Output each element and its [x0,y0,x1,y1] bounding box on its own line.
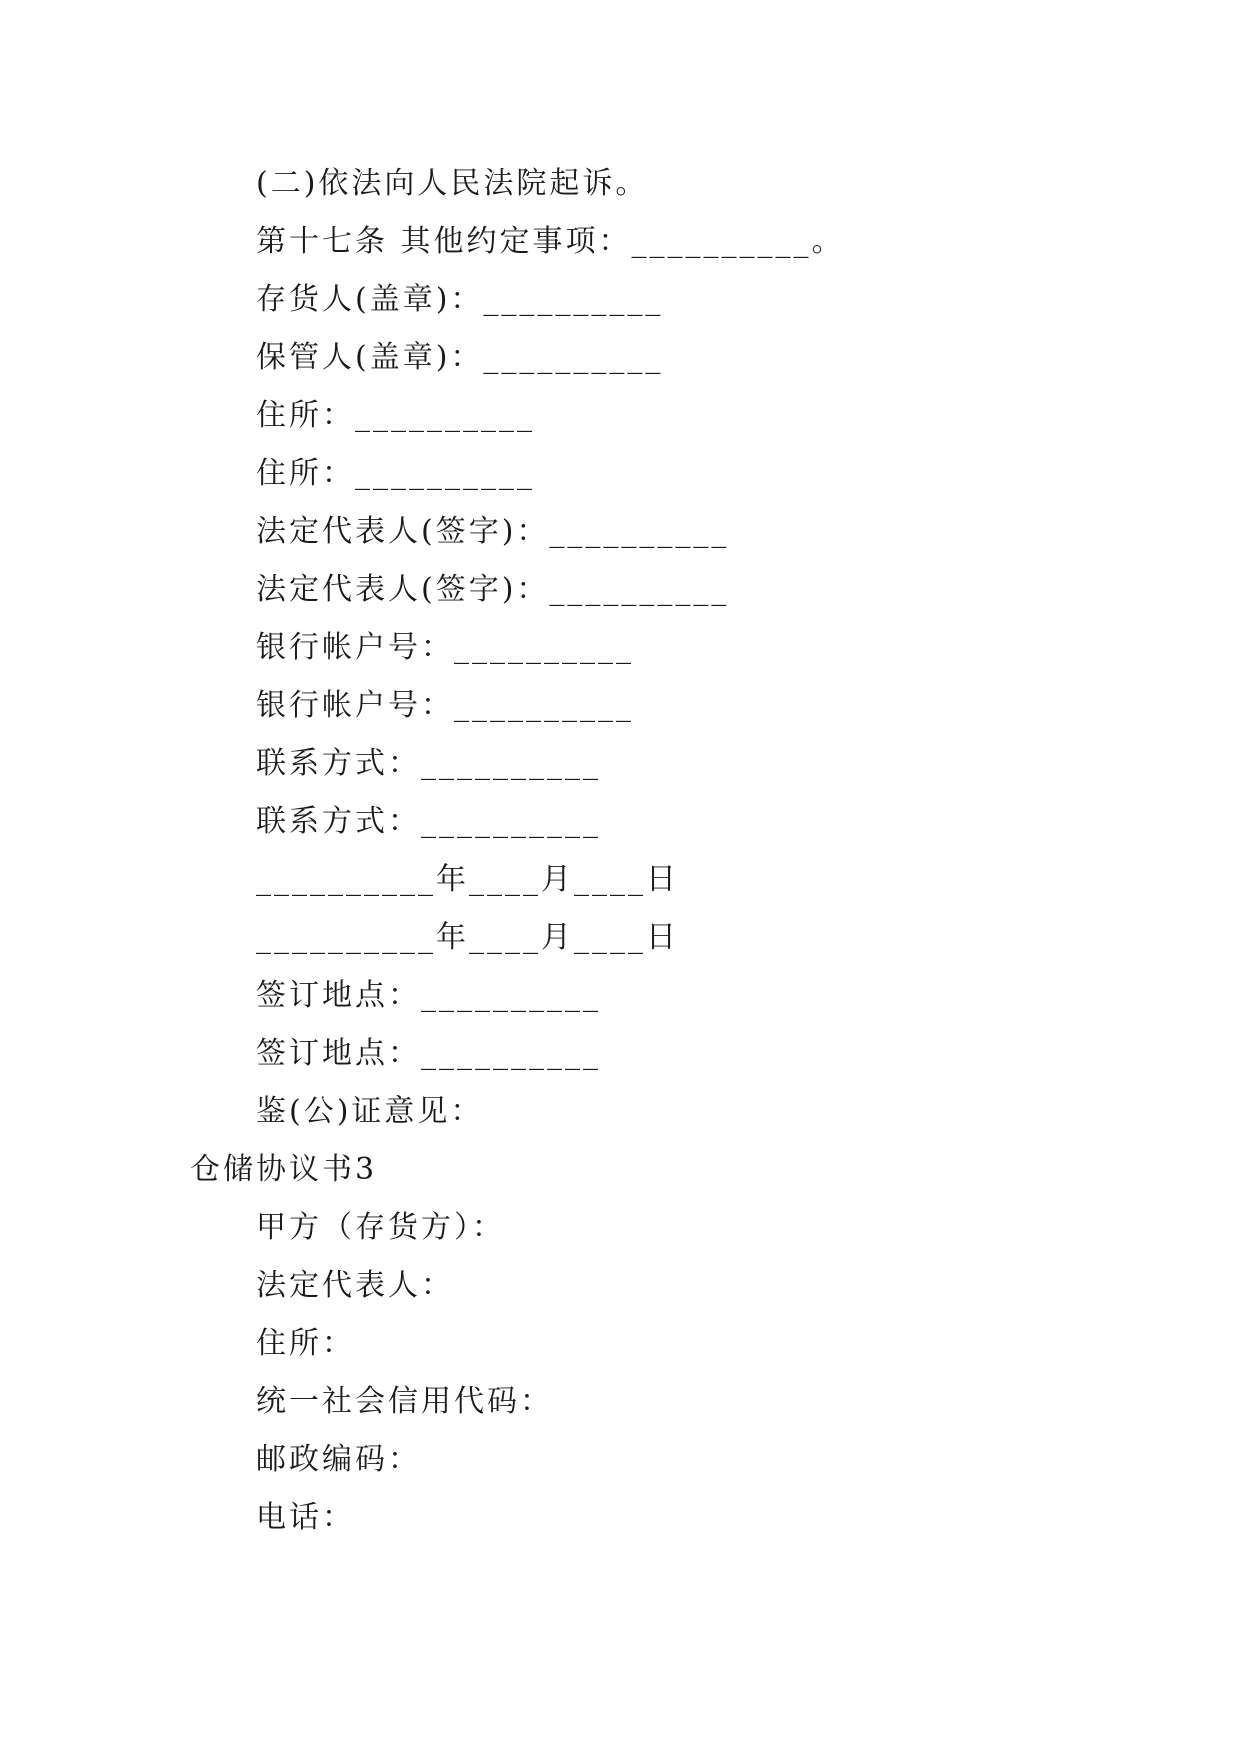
contact-field: 联系方式：__________ [256,804,601,839]
party-a-field: 甲方（存货方）： [256,1210,505,1245]
signing-place-field: 签订地点：__________ [256,978,601,1013]
bank-account-field: 银行帐户号：__________ [256,630,634,665]
signature-field: 存货人(盖章)：__________ [256,282,664,317]
notary-opinion-field: 鉴(公)证意见： [256,1094,484,1129]
phone-field: 电话： [256,1500,355,1535]
date-field: __________年____月____日 [256,920,679,955]
postal-code-field: 邮政编码： [256,1442,421,1477]
representative-field: 法定代表人(签字)：__________ [256,572,730,607]
date-field: __________年____月____日 [256,862,679,897]
section-title: 仓储协议书3 [190,1152,378,1187]
representative-field: 法定代表人(签字)：__________ [256,514,730,549]
address-field: 住所：__________ [256,456,535,491]
clause-text: 第十七条 其他约定事项：__________。 [256,224,845,259]
address-field: 住所：__________ [256,398,535,433]
clause-text: (二)依法向人民法院起诉。 [256,166,649,201]
representative-field: 法定代表人： [256,1268,454,1303]
signature-field: 保管人(盖章)：__________ [256,340,664,375]
credit-code-field: 统一社会信用代码： [256,1384,553,1419]
bank-account-field: 银行帐户号：__________ [256,688,634,723]
signing-place-field: 签订地点：__________ [256,1036,601,1071]
contact-field: 联系方式：__________ [256,746,601,781]
address-field: 住所： [256,1326,355,1361]
